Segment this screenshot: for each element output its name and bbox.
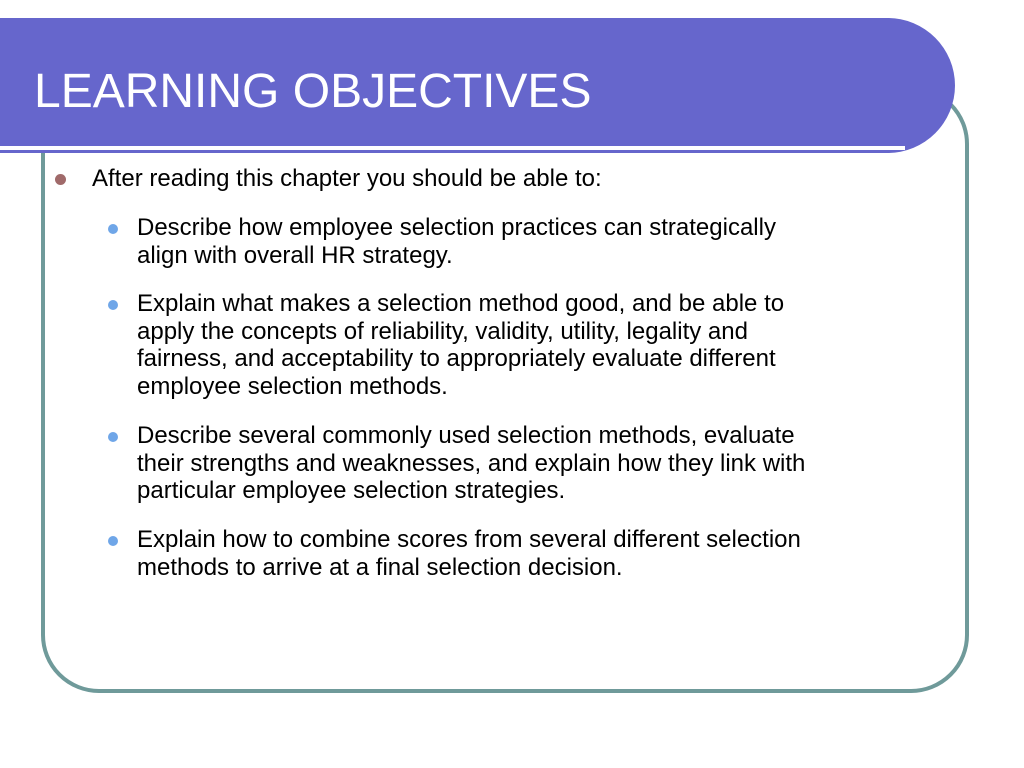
slide-title: LEARNING OBJECTIVES [34, 65, 592, 118]
objective-text [137, 422, 928, 505]
bullet-dot-icon [108, 224, 118, 234]
objective-text [137, 214, 928, 269]
objective-item-3 [108, 422, 928, 505]
objective-line: Explain what makes a selection method good, and be able to [137, 290, 785, 317]
objective-line: Describe how employee selection practices can strategically [137, 214, 776, 241]
objective-item-4 [108, 526, 928, 581]
bullet-dot-icon [55, 174, 66, 185]
objective-text [137, 290, 928, 400]
objective-line: their strengths and weaknesses, and explain how they link with [137, 449, 806, 477]
objective-line: Describe several commonly used selection methods, evaluate [137, 422, 795, 449]
objective-line: align with overall HR strategy. [137, 241, 453, 269]
objective-item-1 [108, 214, 928, 269]
objective-item-2 [108, 290, 928, 400]
intro-text: After reading this chapter you should be able to: [92, 165, 602, 192]
objective-line: methods to arrive at a final selection decision. [137, 553, 623, 581]
bullet-dot-icon [108, 300, 118, 310]
objective-line: particular employee selection strategies. [137, 477, 566, 504]
objective-text [137, 526, 928, 581]
bullet-dot-icon [108, 432, 118, 442]
objective-line: Explain how to combine scores from several different selection [137, 526, 801, 553]
objective-line: employee selection methods. [137, 372, 448, 400]
title-bar [0, 18, 955, 153]
objective-line: apply the concepts of reliability, validity, utility, legality and [137, 317, 748, 345]
title-underline [0, 146, 905, 150]
bullet-dot-icon [108, 536, 118, 546]
objective-line: fairness, and acceptability to appropriately evaluate different [137, 345, 776, 372]
